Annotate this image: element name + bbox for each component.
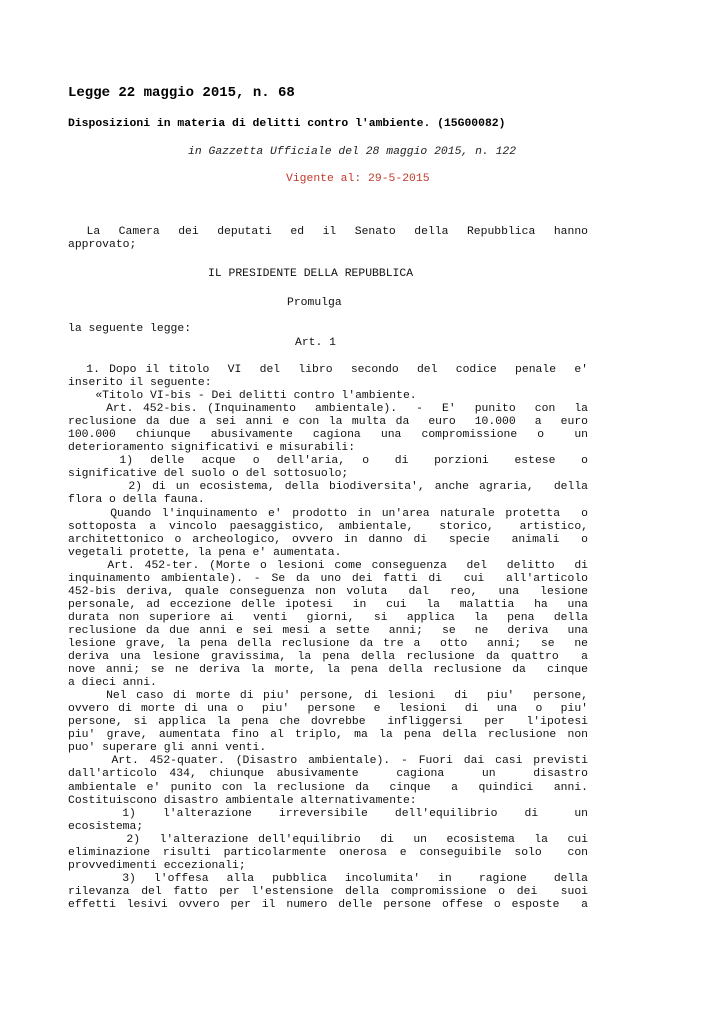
article-body-line: inserito il seguente: [68, 377, 212, 390]
article-body-line: personale, ad eccezione delle ipotesi in cui la malattia ha una [68, 598, 588, 611]
article-body-line: 1. Dopo il titolo VI del libro secondo del codice penale e' [68, 364, 588, 376]
article-body-line: eliminazione risulti particolarmente onerosa e conseguibile solo con [68, 846, 588, 859]
article-body-line: architettonico o archeologico, ovvero in danno di specie animali o [68, 533, 588, 546]
gazzetta-reference: in Gazzetta Ufficiale del 28 maggio 2015, n. 122 [188, 146, 517, 158]
vigente-date: Vigente al: 29-5-2015 [286, 173, 430, 185]
article-body-line: deterioramento significativi e misurabili: [68, 442, 356, 455]
article-body-line: reclusione da due anni e sei mesi a sette anni; se ne deriva una [68, 624, 588, 637]
article-body-line: vegetali protette, la pena e' aumentata. [68, 546, 342, 559]
article-body-line: deriva una lesione gravissima, la pena della reclusione da quattro a [68, 651, 588, 664]
article-body-line: reclusione da due a sei anni e con la multa da euro 10.000 a euro [68, 416, 588, 429]
article-body-line: lesione grave, la pena della reclusione da tre a otto anni; se ne [68, 637, 588, 650]
article-body-line: piu' grave, aumentata fino al triplo, ma la pena della reclusione non [68, 729, 588, 742]
article-body-line: ambientale e' punito con la reclusione da cinque a quindici anni. [68, 781, 588, 794]
article-body-line: 2) di un ecosistema, della biodiversita', anche agraria, della [68, 481, 588, 494]
article-body-line: dall'articolo 434, chiunque abusivamente cagiona un disastro [68, 768, 588, 781]
article-body-line: 100.000 chiunque abusivamente cagiona una compromissione o un [68, 429, 588, 442]
article-body-line: flora o della fauna. [68, 494, 205, 507]
article-body-line: 3) l'offesa alla pubblica incolumita' in ragione della [68, 872, 588, 885]
article-body-line: nove anni; se ne deriva la morte, la pena della reclusione da cinque [68, 664, 588, 677]
article-body-line: «Titolo VI-bis - Dei delitti contro l'ambiente. [68, 390, 417, 403]
article-body-line: durata non superiore ai venti giorni, si applica la pena della [68, 611, 588, 624]
article-body-line: Art. 452-ter. (Morte o lesioni come conseguenza del delitto di [68, 559, 588, 572]
article-body-line: significative del suolo o del sottosuolo; [68, 468, 349, 481]
article-body-line: Art. 452-quater. (Disastro ambientale). - Fuori dai casi previsti [68, 755, 588, 768]
article-body-line: Art. 452-bis. (Inquinamento ambientale). - E' punito con la [68, 403, 588, 416]
article-body-line: sottoposta a vincolo paesaggistico, ambientale, storico, artistico, [68, 520, 588, 533]
article-body-line: Quando l'inquinamento e' prodotto in un'area naturale protetta o [68, 507, 588, 520]
preamble-line: La Camera dei deputati ed il Senato della Repubblica hanno [68, 226, 588, 238]
article-body-line: ovvero di morte di una o piu' persone e lesioni di una o piu' [68, 703, 588, 716]
law-intro: la seguente legge: [68, 323, 192, 335]
law-title: Legge 22 maggio 2015, n. 68 [68, 85, 295, 101]
article-body-line: 452-bis deriva, quale conseguenza non voluta dal reo, una lesione [68, 585, 588, 598]
law-subtitle: Disposizioni in materia di delitti contro l'ambiente. (15G00082) [68, 118, 506, 130]
article-body-line: Nel caso di morte di piu' persone, di lesioni di piu' persone, [68, 690, 588, 703]
article-heading: Art. 1 [295, 337, 337, 349]
article-body-line: rilevanza del fatto per l'estensione della compromissione o dei suoi [68, 885, 588, 898]
article-body-line: persone, si applica la pena che dovrebbe infliggersi per l'ipotesi [68, 716, 588, 729]
preamble-paragraph [68, 226, 588, 252]
article-body-line: 1) delle acque o dell'aria, o di porzioni estese o [68, 455, 588, 468]
article-body-line: effetti lesivi ovvero per il numero delle persone offese o esposte a [68, 898, 588, 911]
promulga-heading: Promulga [287, 297, 342, 309]
article-body-line: inquinamento ambientale). - Se da uno dei fatti di cui all'articolo [68, 572, 588, 585]
article-body-line: ecosistema; [68, 820, 144, 833]
document-page [68, 0, 588, 1024]
article-body [68, 364, 588, 912]
article-body-line: 1) l'alterazione irreversibile dell'equilibrio di un [68, 807, 588, 820]
article-body-line: 2) l'alterazione dell'equilibrio di un ecosistema la cui [68, 833, 588, 846]
preamble-line: approvato; [68, 239, 137, 252]
article-body-line: provvedimenti eccezionali; [68, 859, 246, 872]
president-heading: IL PRESIDENTE DELLA REPUBBLICA [208, 268, 414, 280]
article-body-line: puo' superare gli anni venti. [68, 742, 267, 755]
article-body-line: a dieci anni. [68, 677, 157, 690]
article-body-line: Costituiscono disastro ambientale alternativamente: [68, 794, 417, 807]
